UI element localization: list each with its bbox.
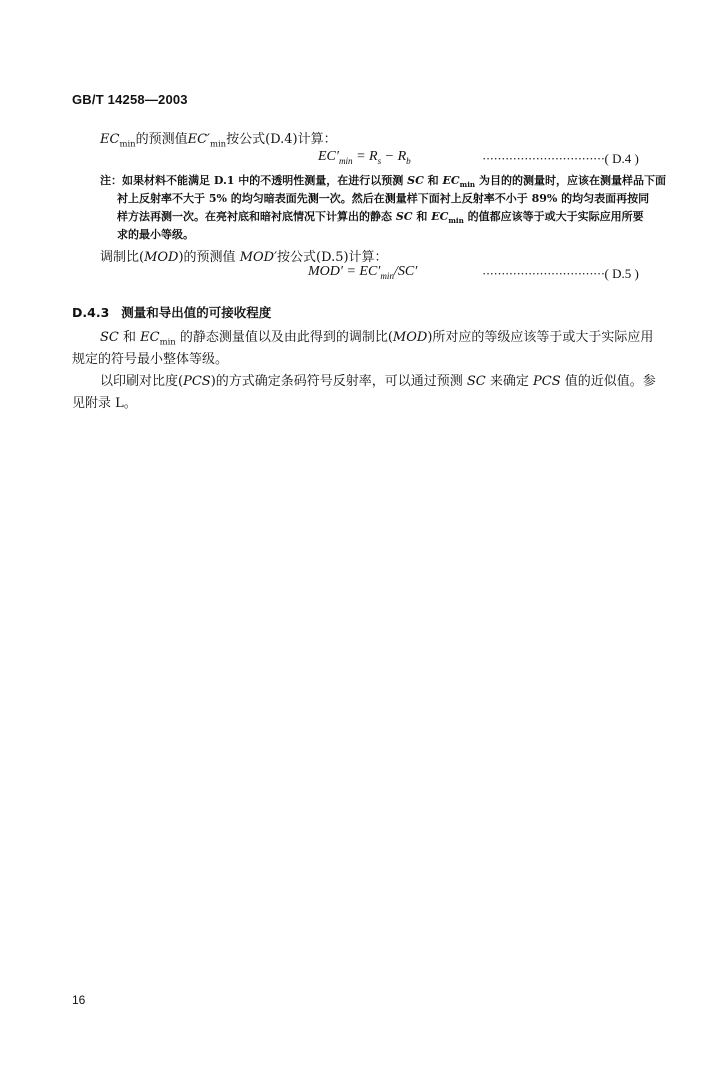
section-title: 测量和导出值的可接收程度: [121, 305, 272, 320]
p1-ec-sub: min: [159, 336, 176, 347]
mod-prediction-intro: [100, 246, 388, 265]
section-d43-paragraph-2-cont: 见附录 L。: [72, 396, 137, 411]
note-line3-c: 的值都应该等于或大于实际应用所要: [463, 210, 644, 223]
note-sc: SC: [407, 174, 424, 187]
formula-d4-number: ( D.4 ): [604, 151, 639, 166]
formula-d5-lhs: MOD′: [308, 264, 343, 279]
formula-d5-ec-sub: min: [380, 270, 394, 281]
p2-text-a: 以印刷对比度(: [100, 374, 184, 389]
note-line1-b: 和: [423, 174, 443, 187]
section-heading-d43: [72, 303, 271, 321]
formula-d5-eq: = EC′: [342, 264, 381, 279]
p2-pcs: PCS: [183, 374, 211, 389]
p2-text-b: )的方式确定条码符号反射率，可以通过预测: [210, 374, 467, 389]
formula-d4-minus: − R: [381, 149, 407, 164]
note-line-2: 衬上反射率不大于 5% 的均匀暗表面先测一次。然后在测量样下面衬上反射率不小于 89% 的均匀表面再按同: [117, 192, 650, 205]
p1-sc: SC: [100, 330, 119, 345]
p1-and: 和: [118, 330, 141, 345]
mod-intro-text2: )的预测值: [178, 250, 240, 265]
note-ec: EC: [442, 174, 460, 187]
note-line3-b: 和: [412, 210, 432, 223]
formula-d4-leader: [482, 151, 639, 167]
formula-d5-number: ( D.5 ): [604, 266, 639, 281]
section-d43-paragraph-1: [100, 326, 653, 347]
ec-prime-symbol: EC′: [187, 132, 210, 147]
ec-intro-text2: 按公式(D.4)计算：: [226, 132, 337, 147]
p1-text-b: )所对应的等级应该等于或大于实际应用: [427, 330, 654, 345]
note-line1-c: 为目的的测量时，应该在测量样品下面: [475, 174, 666, 187]
formula-d4-eq: = R: [352, 149, 378, 164]
formula-d5-rest: /SC′: [394, 264, 418, 279]
note-line-1: [100, 172, 666, 189]
formula-d4-lhs: EC′: [318, 149, 339, 164]
p1-mod: MOD: [392, 330, 428, 345]
p2-pcs2: PCS: [533, 374, 561, 389]
mod-symbol: MOD: [144, 250, 179, 265]
section-number: D.4.3: [72, 305, 110, 320]
formula-d4: [318, 149, 411, 166]
ec-prime-subscript: min: [209, 138, 227, 149]
note-line3-a: 样方法再测一次。在亮衬底和暗衬底情况下计算出的静态: [117, 210, 396, 223]
note-line1-a: 注：如果材料不能满足 D.1 中的不透明性测量，在进行以预测: [100, 174, 408, 187]
formula-d5-dots: ································: [482, 266, 605, 281]
mod-intro-text3: 按公式(D.5)计算：: [277, 250, 388, 265]
section-d43-paragraph-2: [100, 370, 656, 389]
note-line-3: [117, 208, 644, 225]
formula-d4-dots: ································: [482, 151, 605, 166]
ec-subscript: min: [119, 138, 136, 149]
page-number: 16: [72, 993, 86, 1007]
note-line3-ec-sub: min: [448, 216, 464, 226]
formula-d4-rs-sub: s: [377, 155, 382, 166]
ec-symbol: EC: [100, 132, 120, 147]
p1-text-a: 的静态测量值以及由此得到的调制比(: [175, 330, 393, 345]
p2-sc: SC: [466, 374, 486, 389]
p2-text-c: 来确定: [485, 374, 534, 389]
note-line-4: 求的最小等级。: [117, 228, 194, 241]
formula-d4-rb-sub: b: [406, 155, 411, 166]
section-d43-paragraph-1-cont: 规定的符号最小整体等级。: [72, 352, 229, 367]
note-ec-sub: min: [459, 180, 476, 190]
ec-prediction-intro: [100, 128, 337, 149]
ec-intro-text1: 的预测值: [135, 132, 188, 147]
p2-text-d: 值的近似值。参: [560, 374, 656, 389]
formula-d4-lhs-sub: min: [338, 155, 353, 166]
mod-intro-text1: 调制比(: [100, 250, 145, 265]
formula-d5-leader: [482, 266, 639, 282]
formula-d5: [308, 264, 417, 281]
note-line3-sc: SC: [395, 210, 413, 223]
mod-prime-symbol: MOD′: [239, 250, 278, 265]
standard-number-header: GB/T 14258—2003: [72, 92, 188, 107]
note-line3-ec: EC: [431, 210, 449, 223]
p1-ec: EC: [140, 330, 160, 345]
